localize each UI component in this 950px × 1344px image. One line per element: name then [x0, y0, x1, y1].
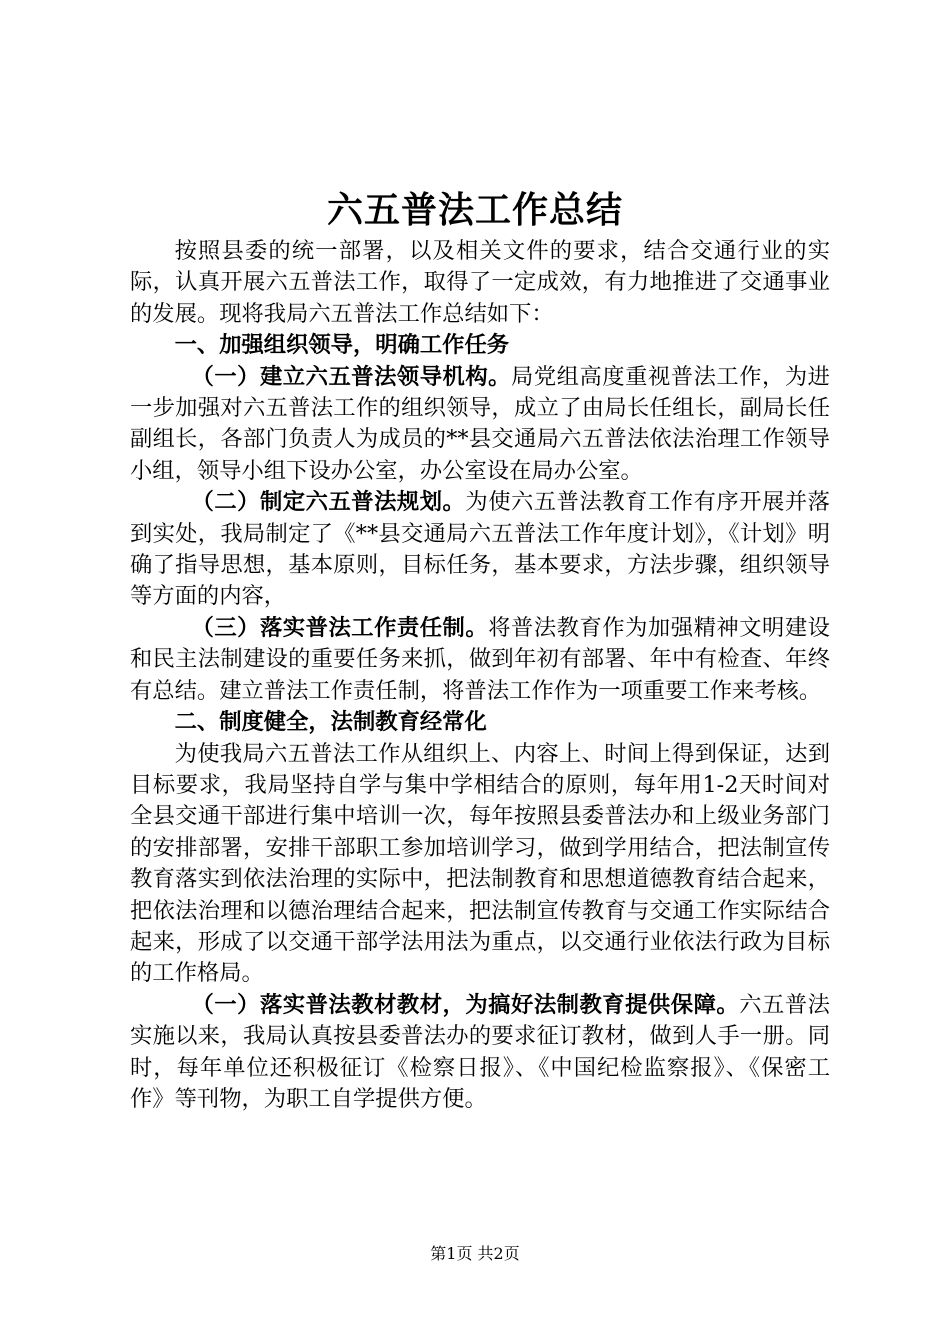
intro-paragraph: 按照县委的统一部署，以及相关文件的要求，结合交通行业的实际，认真开展六五普法工作，取得了一定成效，有力地推进了交通事业的发展。现将我局六五普法工作总结如下：: [130, 238, 830, 327]
section-2-paragraph: 为使我局六五普法工作从组织上、内容上、时间上得到保证，达到目标要求，我局坚持自学与集中学相结合的原则，每年用1-2天时间对全县交通干部进行集中培训一次，每年按照县委普法办和上级业务部门的安排部署，安排干部职工参加培训学习，做到学用结合，把法制宣传教育落实到依法治理的实际中，把法制教育和思想道德教育结合起来，把依法治理和以德治理结合起来，把法制宣传教育与交通工作实际结合起来，形成了以交通干部学法用法为重点，以交通行业依法行政为目标的工作格局。: [130, 740, 830, 987]
section-1-item-3-text: 将普法教育作为加强精神文明建设和民主法制建设的重要任务来抓，做到年初有部署、年中有检查、年终有总结。建立普法工作责任制，将普法工作作为一项重要工作来考核。: [130, 614, 830, 704]
document-body: [130, 236, 830, 1115]
section-2-item-1-text: 六五普法实施以来，我局认真按县委普法办的要求征订教材，做到人手一册。同时，每年单位还积极征订《检察日报》、《中国纪检监察报》、《保密工作》等刊物，为职工自学提供方便。: [130, 991, 830, 1112]
section-1-item-2-text: 为使六五普法教育工作有序开展并落到实处，我局制定了《**县交通局六五普法工作年度计划》，《计划》明确了指导思想，基本原则，目标任务，基本要求，方法步骤，组织领导等方面的内容，: [130, 489, 830, 610]
section-2-item-1-title: （一）落实普法教材教材，为搞好法制教育提供保障。: [191, 991, 740, 1018]
section-2-item-1: [130, 990, 830, 1116]
section-1-item-1: [130, 362, 830, 488]
section-1-item-2-title: （二）制定六五普法规划。: [191, 489, 466, 516]
page-footer: 第1页 共2页: [430, 1244, 520, 1263]
section-1-item-1-title: （一）建立六五普法领导机构。: [191, 363, 512, 390]
section-1-item-1-text: 局党组高度重视普法工作，为进一步加强对六五普法工作的组织领导，成立了由局长任组长，副局长任副组长，各部门负责人为成员的**县交通局六五普法依法治理工作领导小组，领导小组下设办公室，办公室设在局办公室。: [130, 363, 830, 484]
section-1-item-2: [130, 487, 830, 613]
section-2-heading: 二、制度健全，法制教育经常化: [174, 709, 487, 736]
section-1-item-3-title: （三）落实普法工作责任制。: [191, 614, 489, 641]
document-title: 六五普法工作总结: [326, 189, 623, 231]
section-1-heading: 一、加强组织领导，明确工作任务: [174, 332, 510, 359]
section-1-item-3: [130, 613, 830, 707]
